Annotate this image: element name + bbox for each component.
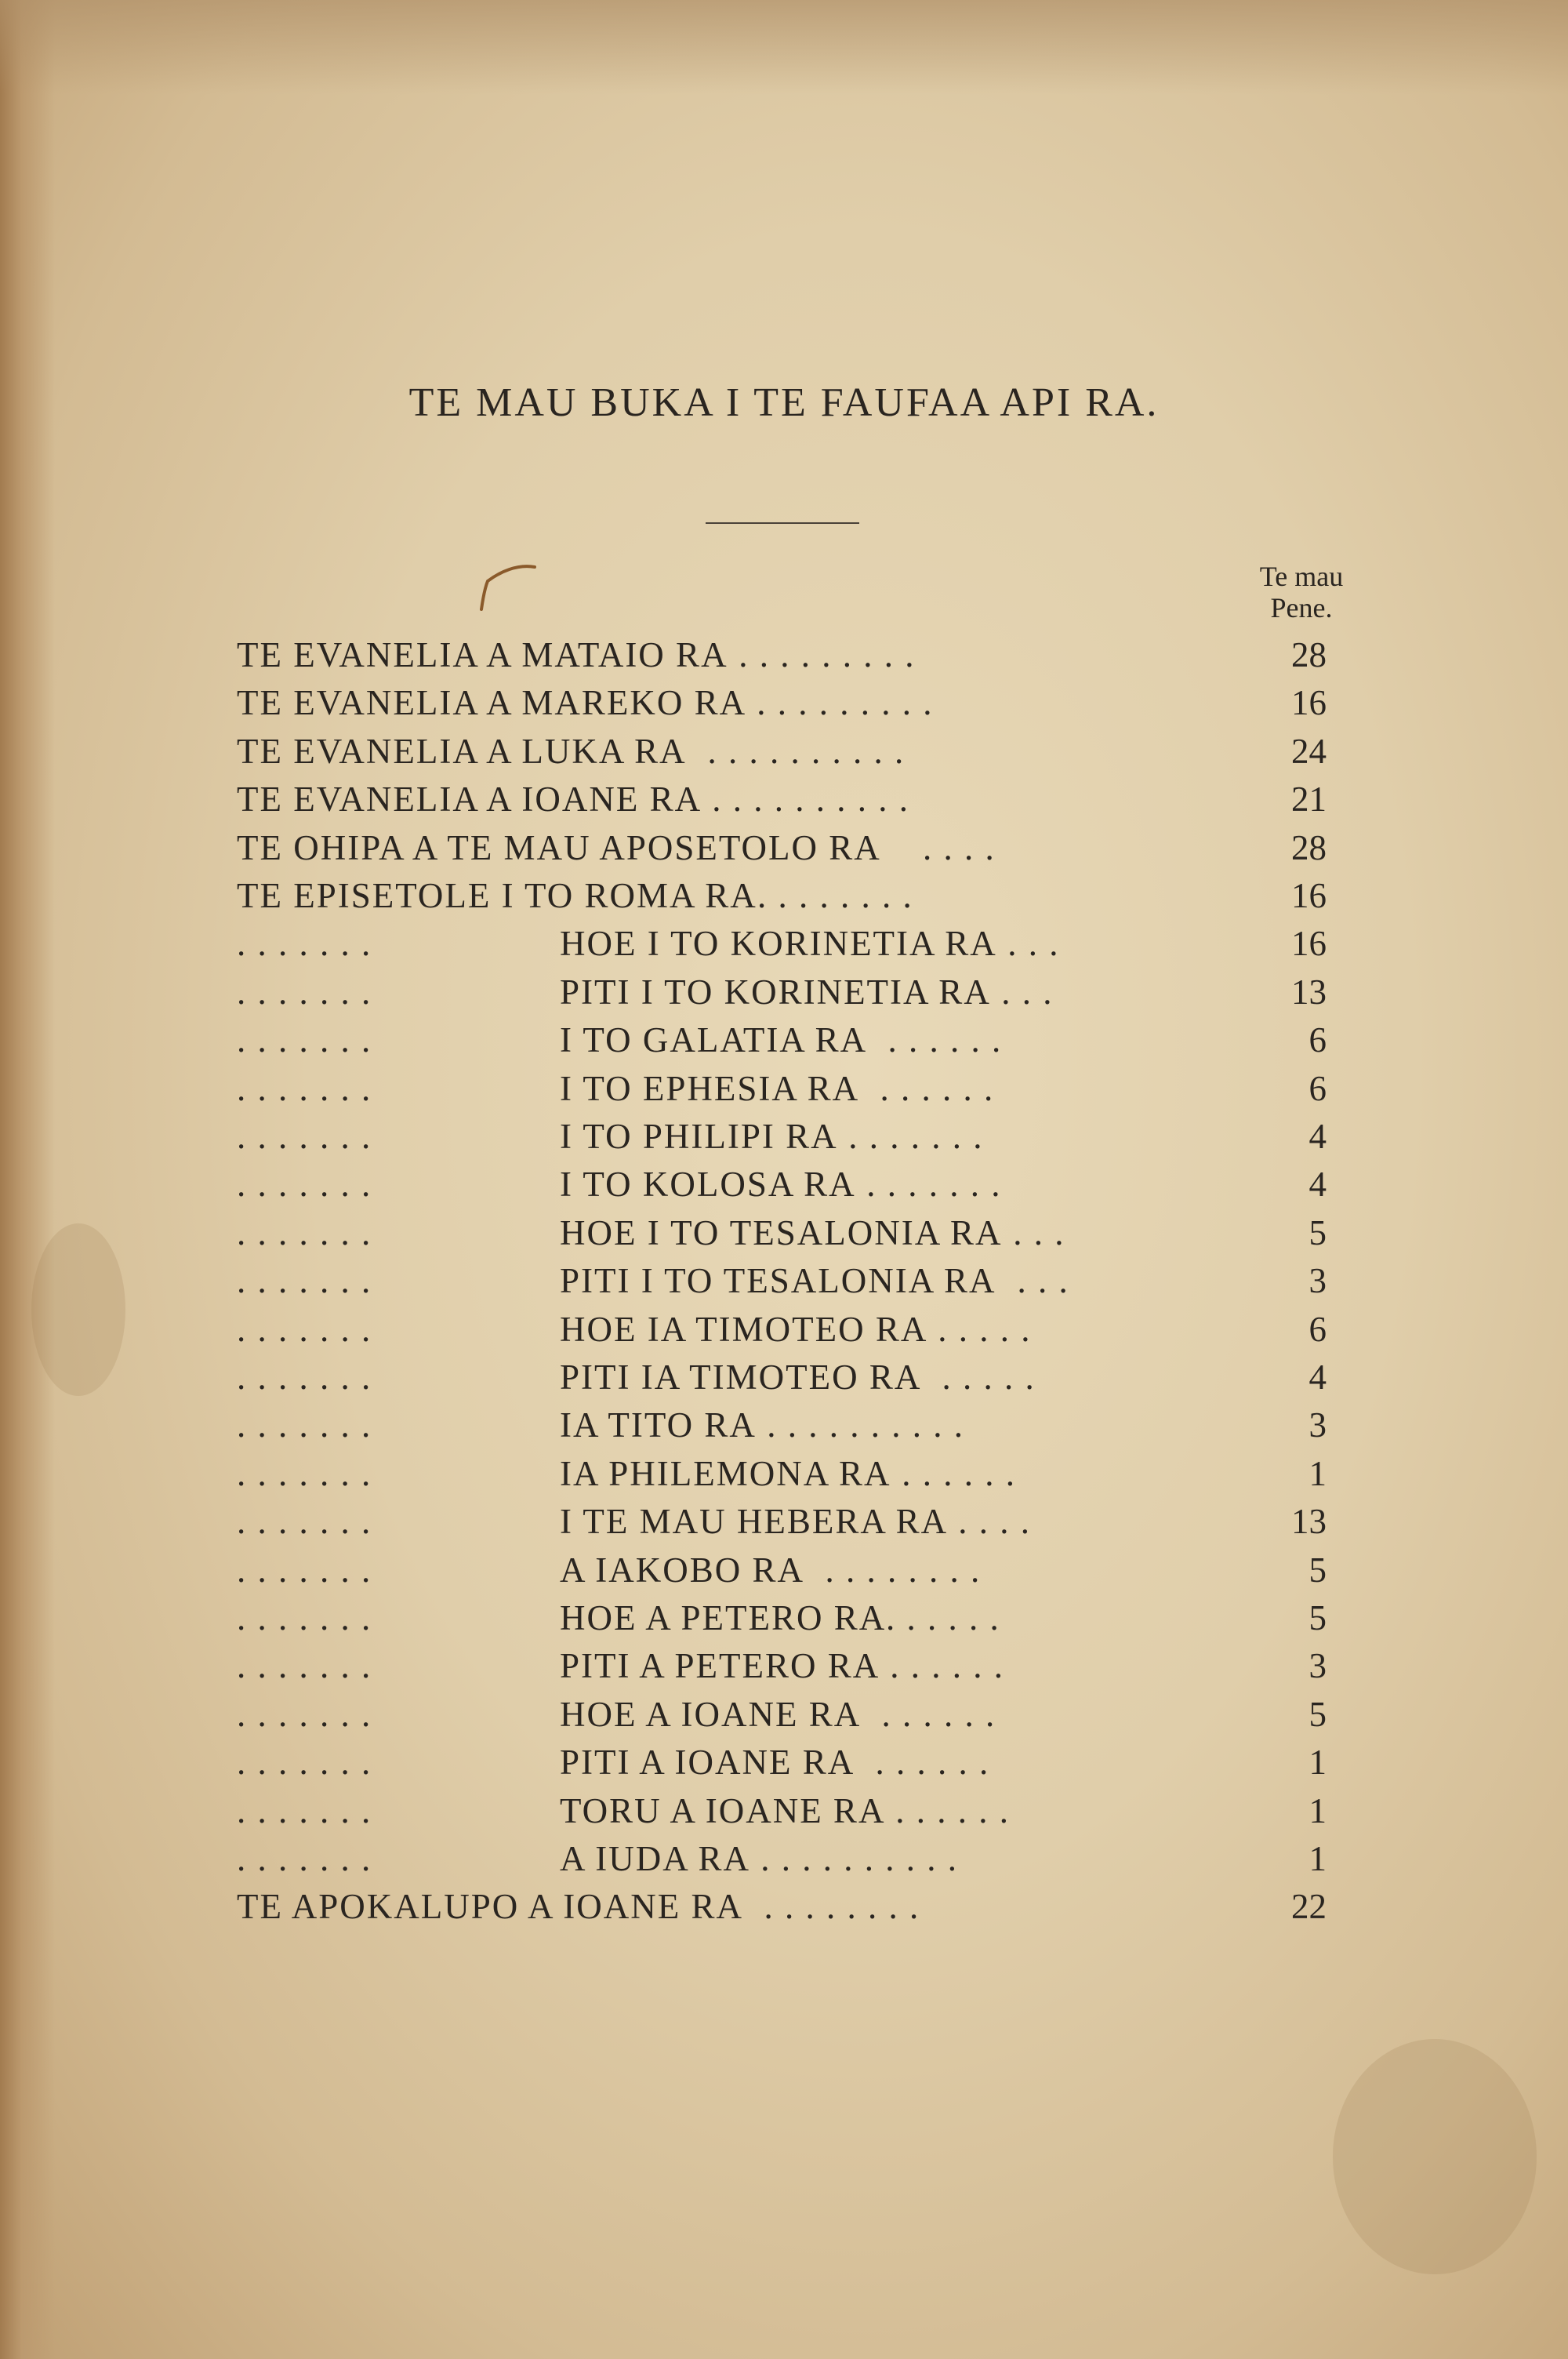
pencil-mark-icon: [470, 561, 541, 616]
leader-dots: . . .: [996, 1261, 1069, 1301]
chapter-count: 6: [1308, 1309, 1327, 1349]
leader-dots: . . . . . . . . .: [746, 683, 934, 723]
page-title: TE MAU BUKA I TE FAUFAA API RA.: [408, 380, 1160, 425]
leader-dots: . . . . . . .: [237, 1598, 383, 1637]
contents-entry: [237, 1450, 1334, 1497]
contents-entry: [237, 1209, 1334, 1256]
leader-dots: . . . . . . .: [237, 1453, 383, 1493]
chapter-count: 16: [1291, 876, 1327, 915]
leader-dots: . . . . . . .: [237, 924, 383, 964]
contents-entry: [237, 1257, 1334, 1304]
contents-entry: [237, 631, 1334, 678]
leader-dots: . . . . . . . .: [743, 1887, 920, 1927]
chapter-count: 5: [1308, 1598, 1327, 1637]
leader-dots: . . . . . . .: [237, 1020, 383, 1060]
book-name: TE EVANELIA A LUKA RA: [237, 731, 687, 771]
book-name: PITI IA TIMOTEO RA: [560, 1358, 922, 1397]
book-name: TE EVANELIA A IOANE RA: [237, 780, 702, 820]
chapter-count: 3: [1308, 1261, 1327, 1301]
chapter-count: 16: [1291, 924, 1327, 964]
leader-dots: . . . . . . . . . .: [687, 731, 906, 771]
chapter-count: 5: [1308, 1694, 1327, 1734]
leader-dots: . . . . . . .: [237, 1839, 383, 1878]
contents-entry: [237, 1498, 1334, 1545]
contents-entry: [237, 1594, 1334, 1641]
chapter-count: 24: [1291, 731, 1327, 771]
leader-dots: . . . . . . .: [237, 1261, 383, 1301]
leader-dots: . . . . . . . . . .: [702, 780, 909, 820]
chapter-count: 4: [1308, 1117, 1327, 1156]
contents-entry: [237, 1642, 1334, 1689]
leader-dots: . . .: [991, 972, 1054, 1012]
book-name: PITI I TO KORINETIA RA: [560, 972, 991, 1012]
contents-entry: [237, 728, 1334, 775]
chapter-count: 5: [1308, 1212, 1327, 1252]
leader-dots: . . .: [997, 924, 1060, 964]
leader-dots: . . . . . . .: [237, 972, 383, 1012]
contents-entry: [237, 1354, 1334, 1401]
contents-entry: [237, 1691, 1334, 1738]
leader-dots: . . . . .: [921, 1358, 1036, 1397]
leader-dots: . . . . . .: [880, 1646, 1004, 1686]
book-name: TE EPISETOLE I TO ROMA RA: [237, 876, 757, 915]
leader-dots: . . . . .: [927, 1309, 1032, 1349]
leader-dots: . . . . . .: [886, 1598, 1000, 1637]
leader-dots: . . . .: [881, 827, 996, 867]
chapter-count: 5: [1308, 1550, 1327, 1590]
leader-dots: . . . . . .: [855, 1743, 990, 1783]
column-header-line1: Te mau: [1259, 561, 1344, 592]
leader-dots: . . . . . . .: [237, 1358, 383, 1397]
chapter-count: 3: [1308, 1646, 1327, 1686]
chapter-count: 13: [1291, 972, 1327, 1012]
chapter-count: 3: [1308, 1405, 1327, 1445]
book-name: TE EVANELIA A MAREKO RA: [237, 683, 747, 723]
leader-dots: . . . .: [948, 1502, 1031, 1542]
leader-dots: . . . . . . .: [237, 1743, 383, 1783]
book-name: HOE I TO TESALONIA RA: [560, 1212, 1003, 1252]
contents-entry: [237, 1065, 1334, 1112]
book-name: A IAKOBO RA: [560, 1550, 805, 1590]
contents-entry: [237, 1739, 1334, 1786]
contents-entry: [237, 1113, 1334, 1160]
leader-dots: . . . . . .: [891, 1453, 1016, 1493]
book-name: TE APOKALUPO A IOANE RA: [237, 1887, 744, 1927]
book-name: I TO PHILIPI RA: [560, 1117, 838, 1156]
leader-dots: . . . . . .: [861, 1694, 996, 1734]
column-header-line2: Pene.: [1270, 592, 1333, 623]
book-name: TORU A IOANE RA: [560, 1790, 886, 1830]
contents-entry: [237, 1883, 1334, 1930]
book-name: HOE I TO KORINETIA RA: [560, 924, 997, 964]
chapter-count: 28: [1291, 827, 1327, 867]
book-name: I TO EPHESIA RA: [560, 1068, 860, 1108]
leader-dots: . . . . . . .: [237, 1212, 383, 1252]
contents-entry: [237, 920, 1334, 967]
leader-dots: . . . . . . .: [237, 1309, 383, 1349]
chapter-count: 28: [1291, 635, 1327, 674]
contents-entry: [237, 1016, 1334, 1063]
chapter-count: 6: [1308, 1068, 1327, 1108]
leader-dots: . . . . . . .: [237, 1646, 383, 1686]
book-name: HOE A PETERO RA: [560, 1598, 887, 1637]
book-name: TE EVANELIA A MATAIO RA: [237, 635, 728, 674]
page-edge-shadow: [0, 0, 55, 2359]
contents-entry: [237, 1787, 1334, 1834]
leader-dots: . . . . . . .: [838, 1117, 984, 1156]
contents-entry: [237, 872, 1334, 919]
contents-entry: [237, 1401, 1334, 1448]
book-name: HOE A IOANE RA: [560, 1694, 862, 1734]
page-top-shadow: [0, 0, 1568, 94]
leader-dots: . . . . . . . . . .: [757, 1405, 964, 1445]
book-name: PITI A IOANE RA: [560, 1743, 855, 1783]
chapter-count: 21: [1291, 780, 1327, 820]
book-name: I TO KOLOSA RA: [560, 1165, 856, 1205]
book-name: I TO GALATIA RA: [560, 1020, 868, 1060]
chapter-count: 4: [1308, 1165, 1327, 1205]
book-name: IA PHILEMONA RA: [560, 1453, 891, 1493]
book-name: PITI A PETERO RA: [560, 1646, 880, 1686]
chapter-count: 1: [1308, 1839, 1327, 1878]
contents-entry: [237, 679, 1334, 726]
leader-dots: . . . . . . .: [237, 1068, 383, 1108]
leader-dots: . . . . . . . .: [804, 1550, 982, 1590]
leader-dots: . . . . . . .: [237, 1405, 383, 1445]
contents-entry: [237, 776, 1334, 823]
leader-dots: . . . . . . .: [237, 1165, 383, 1205]
contents-entry: [237, 1306, 1334, 1353]
leader-dots: . . . . . . .: [237, 1550, 383, 1590]
chapter-count: 1: [1308, 1743, 1327, 1783]
chapter-count: 13: [1291, 1502, 1327, 1542]
leader-dots: . . . . . . . . .: [728, 635, 916, 674]
leader-dots: . . . . . . .: [237, 1502, 383, 1542]
title-rule: [706, 522, 859, 524]
chapter-count: 22: [1291, 1887, 1327, 1927]
contents-entry: [237, 1161, 1334, 1208]
chapter-count: 1: [1308, 1453, 1327, 1493]
leader-dots: . . . . . . .: [237, 1694, 383, 1734]
contents-entry: [237, 824, 1334, 871]
book-name: TE OHIPA A TE MAU APOSETOLO RA: [237, 827, 881, 867]
chapters-column-header: [1231, 561, 1372, 623]
leader-dots: . . . . . . .: [237, 1790, 383, 1830]
leader-dots: . . . . . .: [859, 1068, 995, 1108]
book-name: PITI I TO TESALONIA RA: [560, 1261, 996, 1301]
contents-entry: [237, 1835, 1334, 1882]
leader-dots: . . . . . . . .: [757, 876, 913, 915]
leader-dots: . . .: [1003, 1212, 1065, 1252]
leader-dots: . . . . . . . . . .: [750, 1839, 958, 1878]
leader-dots: . . . . . . .: [856, 1165, 1002, 1205]
contents-entry: [237, 969, 1334, 1016]
leader-dots: . . . . . . .: [237, 1117, 383, 1156]
contents-entry: [237, 1547, 1334, 1594]
chapter-count: 4: [1308, 1358, 1327, 1397]
paper-stain: [1333, 2039, 1537, 2274]
book-name: HOE IA TIMOTEO RA: [560, 1309, 928, 1349]
book-name: A IUDA RA: [560, 1839, 751, 1878]
leader-dots: . . . . . .: [885, 1790, 1010, 1830]
chapter-count: 6: [1308, 1020, 1327, 1060]
chapter-count: 16: [1291, 683, 1327, 723]
paper-stain: [31, 1223, 125, 1396]
book-name: IA TITO RA: [560, 1405, 757, 1445]
chapter-count: 1: [1308, 1790, 1327, 1830]
leader-dots: . . . . . .: [867, 1020, 1003, 1060]
book-name: I TE MAU HEBERA RA: [560, 1502, 949, 1542]
